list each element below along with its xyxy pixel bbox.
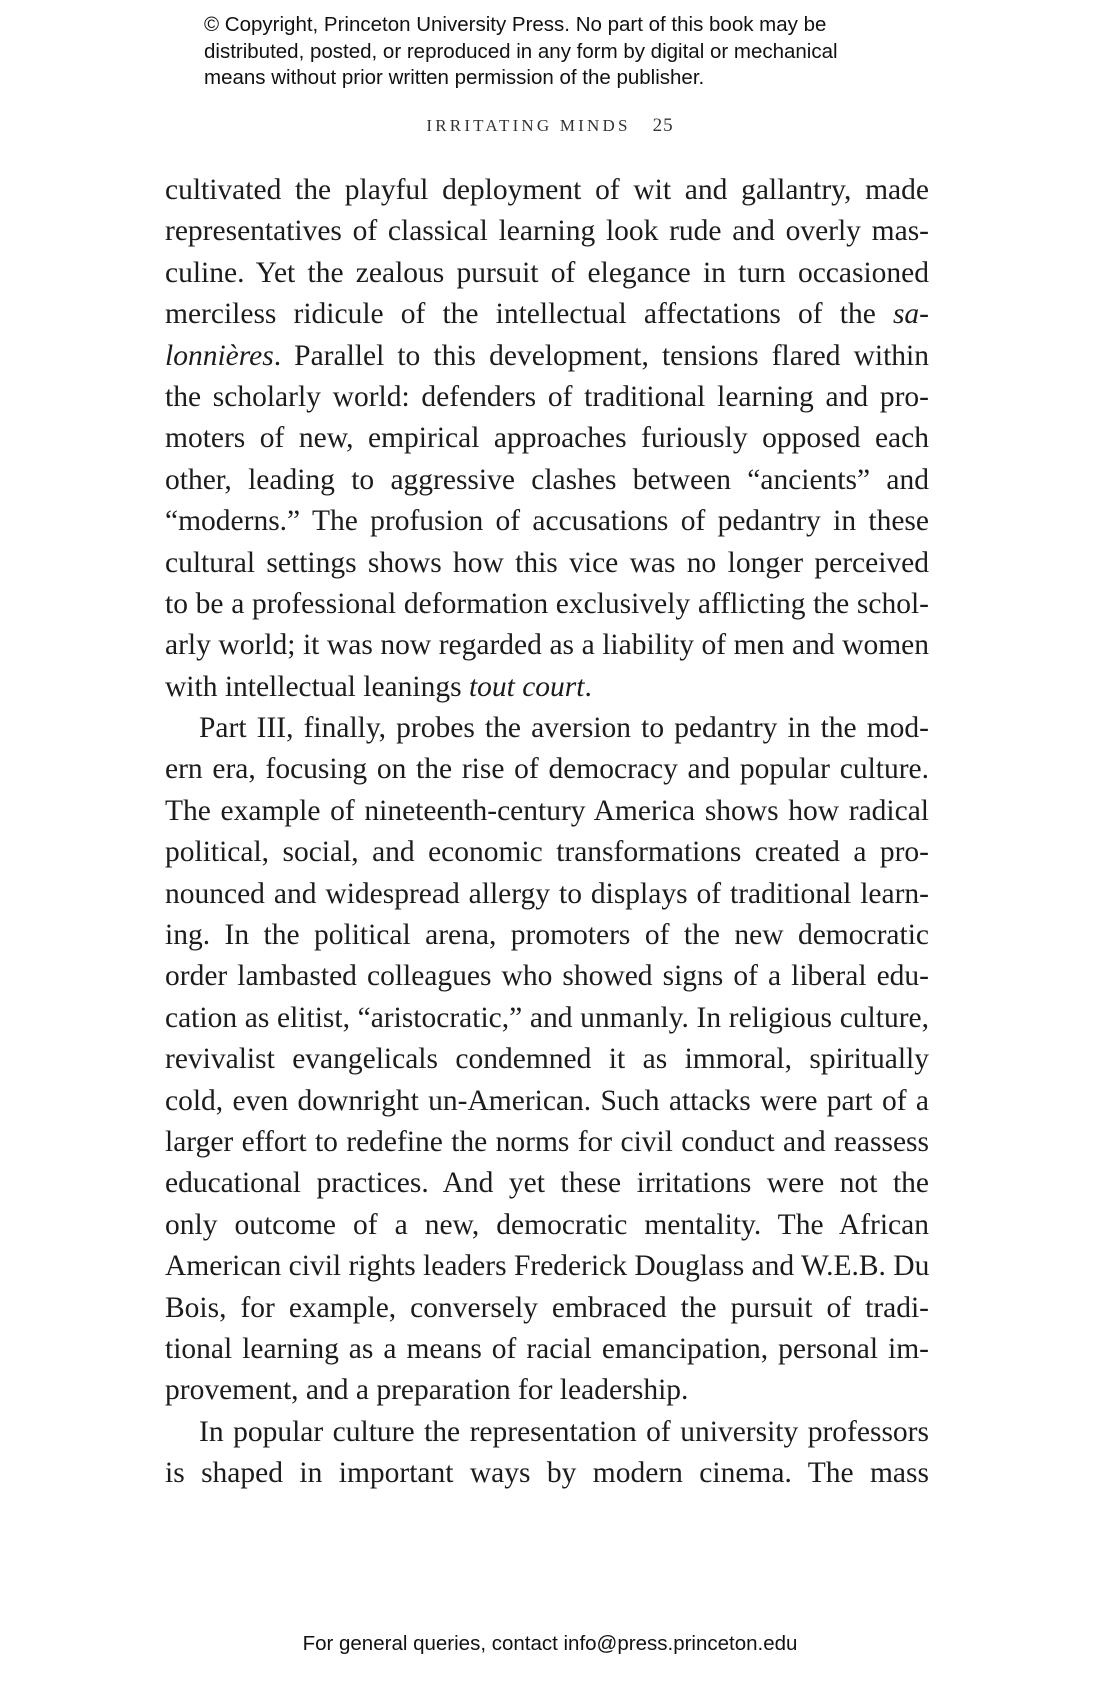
copyright-line: distributed, posted, or reproduced in any form by digital or mechanical (204, 39, 838, 63)
text-line (165, 1288, 929, 1329)
copyright-notice (204, 12, 964, 92)
text-run: ern era, focusing on the rise of democracy and popular culture. (165, 753, 929, 786)
text-line (165, 211, 929, 252)
text-line (165, 584, 929, 625)
running-head (0, 115, 1100, 137)
text-line (165, 625, 929, 666)
text-line (165, 667, 929, 708)
text-line (165, 501, 929, 542)
text-line (165, 1122, 929, 1163)
italic-text: sa- (892, 298, 929, 331)
text-line (165, 791, 929, 832)
text-run: cultural settings shows how this vice was no longer perceived (165, 546, 929, 579)
text-run: culine. Yet the zealous pursuit of elegance in turn occasioned (165, 256, 929, 289)
text-run: Bois, for example, conversely embraced the pursuit of tradi- (165, 1291, 929, 1324)
text-line (165, 874, 929, 915)
text-line (165, 460, 929, 501)
paragraph (165, 170, 929, 708)
text-run: The example of nineteenth-century America shows how radical (165, 794, 929, 827)
text-run: provement, and a preparation for leadership. (165, 1374, 689, 1407)
text-run: nounced and widespread allergy to displays of traditional learn- (165, 877, 929, 910)
text-run: with intellectual leanings (165, 670, 469, 703)
text-run: revivalist evangelicals condemned it as immoral, spiritually (165, 1043, 929, 1076)
copyright-line: means without prior written permission of the publisher. (204, 66, 705, 89)
text-line (165, 543, 929, 584)
text-run: order lambasted colleagues who showed signs of a liberal edu- (165, 960, 929, 993)
text-line (165, 832, 929, 873)
footer-contact: For general queries, contact info@press.princeton.edu (302, 1632, 798, 1655)
text-line (165, 956, 929, 997)
text-run: only outcome of a new, democratic mentality. The African (165, 1208, 929, 1241)
text-run: “moderns.” The profusion of accusations of pedantry in these (165, 505, 929, 538)
text-line (165, 170, 929, 211)
text-run: tional learning as a means of racial emancipation, personal im- (165, 1332, 929, 1365)
text-run: . Parallel to this development, tensions flared within (273, 339, 929, 372)
text-run: the scholarly world: defenders of traditional learning and pro- (165, 380, 929, 413)
text-line (165, 336, 929, 377)
text-line (165, 1329, 929, 1370)
text-line (165, 749, 929, 790)
italic-text: tout court (468, 670, 585, 703)
text-line (165, 1081, 929, 1122)
text-line (165, 377, 929, 418)
text-run: cold, even downright un-American. Such attacks were part of a (165, 1084, 929, 1117)
text-run: political, social, and economic transformations created a pro- (165, 836, 929, 869)
text-run: American civil rights leaders Frederick Douglass and W.E.B. Du (165, 1250, 930, 1283)
body-text (165, 170, 929, 1495)
text-line (165, 1412, 929, 1453)
text-line (165, 915, 929, 956)
text-run: educational practices. And yet these irritations were not the (165, 1167, 929, 1200)
text-run: merciless ridicule of the intellectual affectations of the (165, 298, 893, 331)
text-run: Part III, finally, probes the aversion to pedantry in the mod- (199, 712, 929, 745)
text-line (165, 708, 929, 749)
text-run: arly world; it was now regarded as a liability of men and women (165, 629, 929, 662)
text-line (165, 294, 929, 335)
text-line (165, 1039, 929, 1080)
text-run: cultivated the playful deployment of wit and gallantry, made (165, 174, 929, 206)
text-line (165, 418, 929, 459)
text-run: In popular culture the representation of university professors (199, 1415, 929, 1448)
text-line (165, 1370, 929, 1411)
text-line (165, 253, 929, 294)
page-number: 25 (652, 115, 674, 136)
italic-text: lonnières (165, 339, 274, 372)
copyright-line: © Copyright, Princeton University Press. No part of this book may be (204, 13, 827, 36)
text-line (165, 1453, 929, 1494)
text-line (165, 1246, 929, 1287)
text-line (165, 1163, 929, 1204)
text-line (165, 998, 929, 1039)
text-run: larger effort to redefine the norms for civil conduct and reassess (165, 1125, 929, 1158)
running-head-title: IRRITATING MINDS (426, 116, 631, 135)
text-run: representatives of classical learning look rude and overly mas- (165, 215, 929, 248)
text-run: . (584, 670, 592, 703)
text-run: ing. In the political arena, promoters of the new democratic (165, 919, 929, 952)
text-run: to be a professional deformation exclusively afflicting the schol- (165, 587, 929, 620)
paragraph (165, 1412, 929, 1495)
paragraph (165, 708, 929, 1412)
text-run: cation as elitist, “aristocratic,” and unmanly. In religious culture, (165, 1001, 929, 1034)
text-run: other, leading to aggressive clashes between “ancients” and (165, 463, 929, 496)
text-run: is shaped in important ways by modern cinema. The mass (165, 1457, 929, 1490)
text-line (165, 1205, 929, 1246)
text-run: moters of new, empirical approaches furiously opposed each (165, 422, 929, 455)
